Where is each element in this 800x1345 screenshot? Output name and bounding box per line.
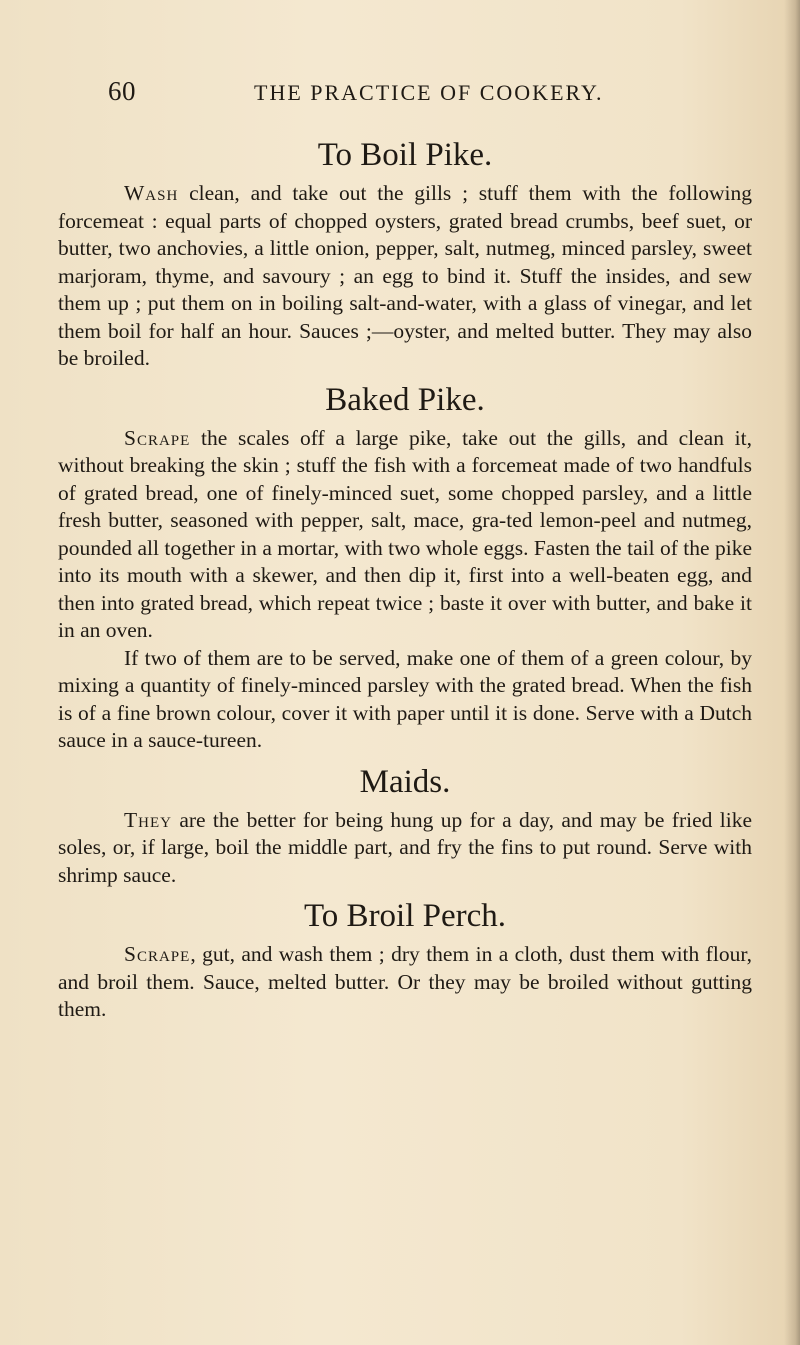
section-heading: To Broil Perch. — [303, 898, 507, 934]
section-heading: Maids. — [359, 763, 451, 800]
paragraph-lead-word: Scrape — [124, 942, 191, 966]
recipe-paragraph — [58, 425, 752, 645]
recipe-section — [58, 895, 752, 1024]
paragraph-lead-word: Scrape — [124, 425, 191, 450]
paragraph-text: clean, and take out the gills ; stuff them with the following forcemeat : equal parts of chopped oysters, grated bread crumbs, beef suet, or butter, two anchovies, a little onion, pepper, salt, nutmeg, minced parsley, sweet marjoram, thyme, and savoury ; an egg to bind it. Stuff the insides, and sew them up ; put them on in boiling salt-and-water, with a glass of vinegar, and let them boil for half an hour. Sauces ;—oyster, and melted butter. They may also be broiled. — [58, 181, 752, 370]
recipe-section — [58, 379, 752, 755]
page-number: 60 — [108, 76, 136, 106]
paragraph-text: the scales off a large pike, take out the gills, and clean it, without breaking the skin ; stuff the fish with a forcemeat made of two handfuls of grated bread, one of finely-minced suet, some chopped parsley, and a little fresh butter, seasoned with pepper, salt, mace, gra-ted lemon-peel and nutmeg, pounded all together in a mortar, with two whole eggs. Fasten the tail of the pike into its mouth with a skewer, and then dip it, first into a well-beaten egg, and then into grated bread, which repeat twice ; baste it over with butter, and bake it in an oven. — [58, 425, 752, 642]
recipe-paragraph — [58, 807, 752, 890]
recipe-paragraph — [58, 645, 752, 755]
page-header — [108, 76, 748, 112]
section-heading: Baked Pike. — [325, 381, 485, 418]
paragraph-text: are the better for being hung up for a day, and may be fried like soles, or, if large, boil the middle part, and fry the fins to put round. Serve with shrimp sauce. — [58, 807, 752, 887]
paragraph-lead-word: Wash — [124, 181, 179, 205]
paragraph-text: If two of them are to be served, make one of them of a green colour, by mixing a quantity of finely-minced parsley with the grated bread. When the fish is of a fine brown colour, cover it with paper until it is done. Serve with a Dutch sauce in a sauce-tureen. — [58, 645, 752, 752]
running-head: THE PRACTICE OF COOKERY. — [254, 80, 604, 105]
paragraph-lead-word: They — [124, 807, 172, 832]
recipe-section — [58, 134, 752, 373]
recipe-paragraph — [58, 180, 752, 373]
recipe-paragraph — [58, 941, 752, 1024]
paragraph-text: , gut, and wash them ; dry them in a cloth, dust them with flour, and broil them. Sauce, melted butter. Or they may be broiled without gutting them. — [58, 942, 752, 1021]
recipe-section — [58, 761, 752, 890]
page-content — [58, 134, 752, 1024]
page-edge-shadow — [784, 0, 800, 1345]
section-heading: To Boil Pike. — [317, 137, 493, 173]
